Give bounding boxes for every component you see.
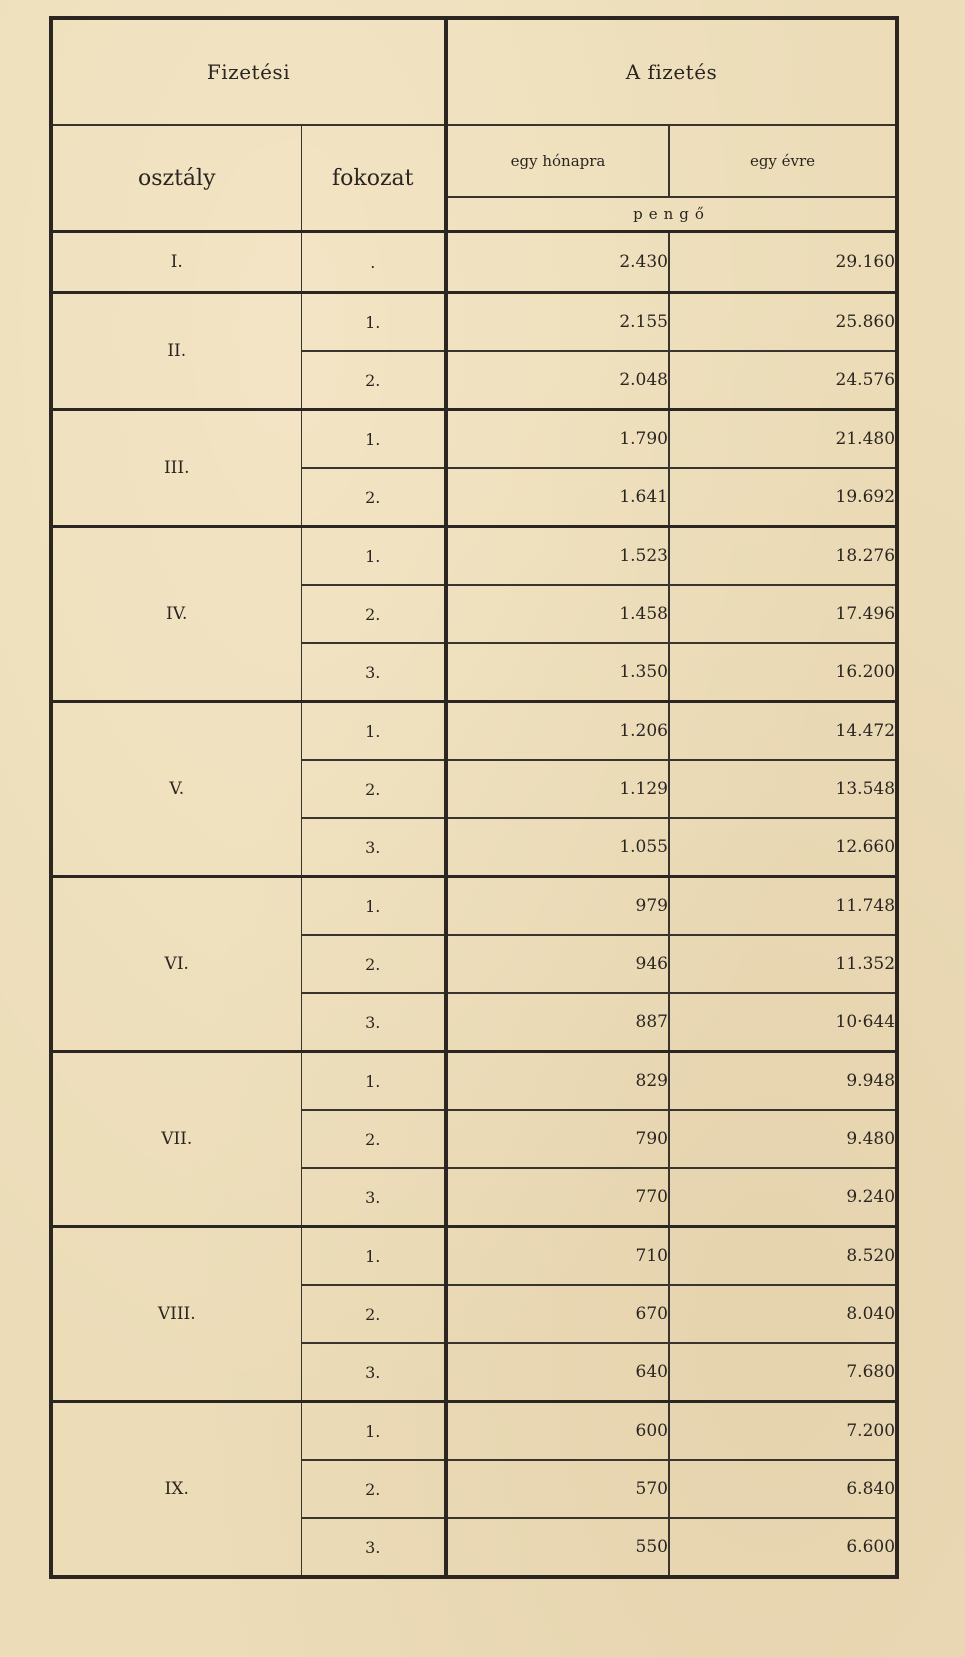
yearly-cell: 9.480 xyxy=(669,1110,897,1168)
yearly-cell: 10·644 xyxy=(669,993,897,1052)
monthly-cell: 1.641 xyxy=(446,468,669,527)
yearly-cell: 9.948 xyxy=(669,1052,897,1111)
step-cell: 3. xyxy=(301,1343,446,1402)
monthly-cell: 550 xyxy=(446,1518,669,1577)
step-cell: 3. xyxy=(301,1518,446,1577)
step-cell: 2. xyxy=(301,935,446,993)
class-cell: VII. xyxy=(51,1052,301,1227)
class-cell: IV. xyxy=(51,527,301,702)
step-cell: 2. xyxy=(301,1285,446,1343)
salary-table xyxy=(49,16,899,1579)
class-cell: VIII. xyxy=(51,1227,301,1402)
step-cell: 2. xyxy=(301,1110,446,1168)
step-cell: 2. xyxy=(301,468,446,527)
class-cell: VI. xyxy=(51,877,301,1052)
yearly-cell: 7.200 xyxy=(669,1402,897,1461)
table-row xyxy=(51,1052,897,1111)
yearly-cell: 21.480 xyxy=(669,410,897,469)
monthly-cell: 887 xyxy=(446,993,669,1052)
monthly-cell: 2.430 xyxy=(446,232,669,293)
monthly-cell: 1.129 xyxy=(446,760,669,818)
monthly-cell: 829 xyxy=(446,1052,669,1111)
step-cell: 1. xyxy=(301,527,446,586)
table-row xyxy=(51,1402,897,1461)
yearly-cell: 6.600 xyxy=(669,1518,897,1577)
step-cell: 2. xyxy=(301,351,446,410)
header-egy-evre: egy évre xyxy=(669,125,897,197)
monthly-cell: 1.055 xyxy=(446,818,669,877)
class-cell: IX. xyxy=(51,1402,301,1578)
monthly-cell: 1.458 xyxy=(446,585,669,643)
monthly-cell: 979 xyxy=(446,877,669,936)
header-a-fizetes: A fizetés xyxy=(446,18,897,125)
yearly-cell: 8.520 xyxy=(669,1227,897,1286)
step-cell: 1. xyxy=(301,410,446,469)
yearly-cell: 9.240 xyxy=(669,1168,897,1227)
monthly-cell: 670 xyxy=(446,1285,669,1343)
class-cell: II. xyxy=(51,293,301,410)
monthly-cell: 1.350 xyxy=(446,643,669,702)
monthly-cell: 1.790 xyxy=(446,410,669,469)
monthly-cell: 640 xyxy=(446,1343,669,1402)
step-cell: 1. xyxy=(301,1402,446,1461)
header-egy-honapra: egy hónapra xyxy=(446,125,669,197)
header-osztaly: osztály xyxy=(51,125,301,232)
step-cell: 2. xyxy=(301,760,446,818)
table-row xyxy=(51,293,897,352)
yearly-cell: 24.576 xyxy=(669,351,897,410)
yearly-cell: 14.472 xyxy=(669,702,897,761)
yearly-cell: 25.860 xyxy=(669,293,897,352)
step-cell: 3. xyxy=(301,993,446,1052)
yearly-cell: 6.840 xyxy=(669,1460,897,1518)
step-cell: 3. xyxy=(301,643,446,702)
monthly-cell: 770 xyxy=(446,1168,669,1227)
table-row xyxy=(51,527,897,586)
step-cell: 3. xyxy=(301,1168,446,1227)
yearly-cell: 7.680 xyxy=(669,1343,897,1402)
monthly-cell: 710 xyxy=(446,1227,669,1286)
yearly-cell: 12.660 xyxy=(669,818,897,877)
table-row xyxy=(51,702,897,761)
monthly-cell: 600 xyxy=(446,1402,669,1461)
monthly-cell: 1.206 xyxy=(446,702,669,761)
yearly-cell: 18.276 xyxy=(669,527,897,586)
step-cell: 1. xyxy=(301,1052,446,1111)
step-cell: 1. xyxy=(301,702,446,761)
header-unit-pengo: pengő xyxy=(446,197,897,232)
step-cell: 1. xyxy=(301,293,446,352)
yearly-cell: 29.160 xyxy=(669,232,897,293)
yearly-cell: 8.040 xyxy=(669,1285,897,1343)
monthly-cell: 946 xyxy=(446,935,669,993)
yearly-cell: 16.200 xyxy=(669,643,897,702)
header-fokozat: fokozat xyxy=(301,125,446,232)
yearly-cell: 17.496 xyxy=(669,585,897,643)
step-cell: 1. xyxy=(301,877,446,936)
step-cell: . xyxy=(301,232,446,293)
class-cell: V. xyxy=(51,702,301,877)
monthly-cell: 2.048 xyxy=(446,351,669,410)
yearly-cell: 19.692 xyxy=(669,468,897,527)
yearly-cell: 11.748 xyxy=(669,877,897,936)
step-cell: 2. xyxy=(301,1460,446,1518)
table-row xyxy=(51,410,897,469)
class-cell: I. xyxy=(51,232,301,293)
step-cell: 2. xyxy=(301,585,446,643)
monthly-cell: 790 xyxy=(446,1110,669,1168)
yearly-cell: 13.548 xyxy=(669,760,897,818)
table-row xyxy=(51,1227,897,1286)
monthly-cell: 1.523 xyxy=(446,527,669,586)
step-cell: 3. xyxy=(301,818,446,877)
header-fizetesi: Fizetési xyxy=(51,18,446,125)
table-row xyxy=(51,877,897,936)
class-cell: III. xyxy=(51,410,301,527)
table-row xyxy=(51,232,897,293)
step-cell: 1. xyxy=(301,1227,446,1286)
monthly-cell: 2.155 xyxy=(446,293,669,352)
yearly-cell: 11.352 xyxy=(669,935,897,993)
monthly-cell: 570 xyxy=(446,1460,669,1518)
